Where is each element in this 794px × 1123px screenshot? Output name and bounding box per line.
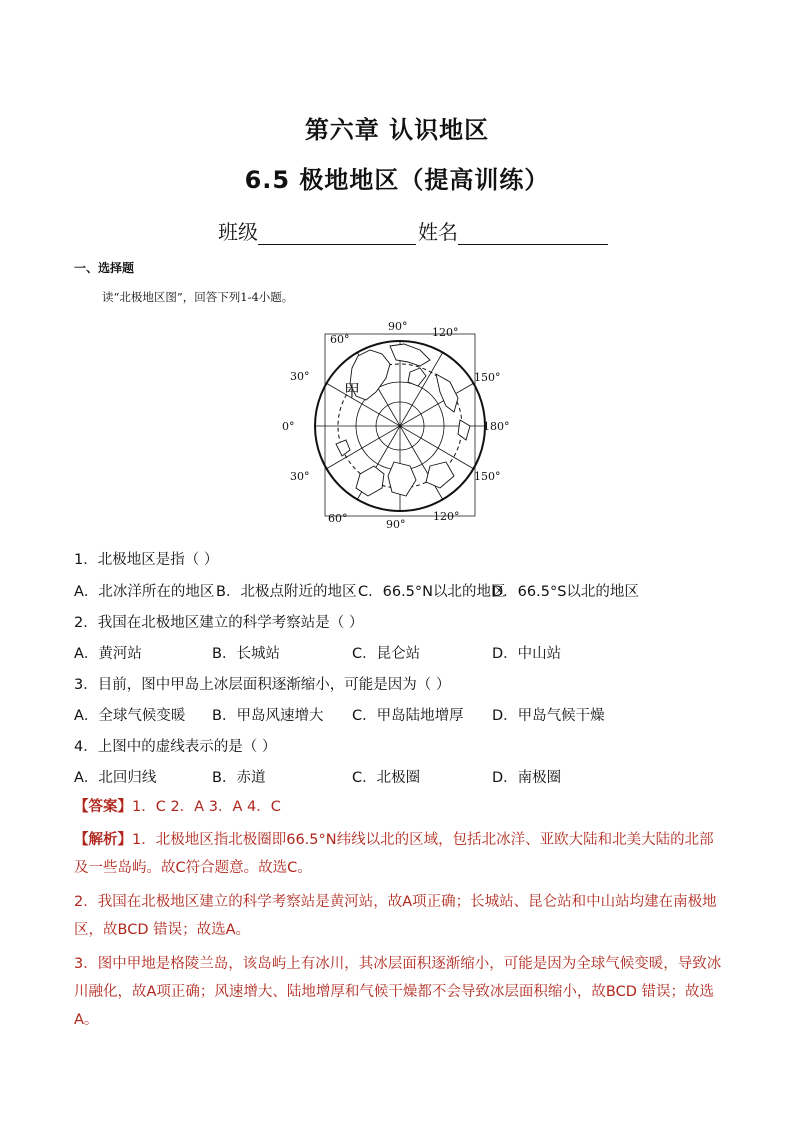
question-2-stem: 2．我国在北极地区建立的科学考察站是（ ） bbox=[74, 615, 364, 631]
option-4b[interactable]: B．赤道 bbox=[212, 770, 266, 786]
analysis-tag: 【解析】 bbox=[74, 832, 132, 848]
option-1a[interactable]: A．北冰洋所在的地区 bbox=[74, 584, 215, 600]
analysis-paragraph-2: 2．我国在北极地区建立的科学考察站是黄河站，故A项正确；长城站、昆仑站和中山站均建在南极地区，故BCD 错误；故选A。 bbox=[74, 894, 717, 938]
label-jia-island: 甲 bbox=[344, 381, 361, 400]
class-name-line bbox=[218, 216, 608, 245]
option-2c[interactable]: C．昆仑站 bbox=[352, 646, 421, 662]
analysis-paragraph-1 bbox=[74, 826, 724, 882]
option-3b[interactable]: B．甲岛风速增大 bbox=[212, 708, 324, 724]
question-1-options bbox=[74, 580, 724, 600]
label-150-lower: 150° bbox=[474, 470, 501, 483]
option-1d[interactable]: D．66.5°S以北的地区 bbox=[492, 584, 639, 600]
arctic-map bbox=[270, 316, 530, 528]
name-label: 姓名 bbox=[418, 220, 458, 244]
label-60-bottom: 60° bbox=[328, 512, 348, 525]
option-2a[interactable]: A．黄河站 bbox=[74, 646, 142, 662]
label-180: 180° bbox=[483, 420, 510, 433]
question-2-options bbox=[74, 642, 724, 662]
answer-text: 1．C 2．A 3．A 4．C bbox=[132, 799, 281, 815]
label-120-top: 120° bbox=[432, 326, 459, 339]
label-30-lower: 30° bbox=[290, 470, 310, 483]
question-1-stem: 1．北极地区是指（ ） bbox=[74, 552, 219, 568]
option-3a[interactable]: A．全球气候变暖 bbox=[74, 708, 186, 724]
option-2d[interactable]: D．中山站 bbox=[492, 646, 562, 662]
question-4-options bbox=[74, 766, 724, 786]
option-4d[interactable]: D．南极圈 bbox=[492, 770, 562, 786]
name-blank[interactable] bbox=[458, 222, 608, 245]
analysis-p1: 1．北极地区指北极圈即66.5°N纬线以北的区域，包括北冰洋、亚欧大陆和北美大陆的北部及一些岛屿。故C符合题意。故选C。 bbox=[74, 832, 714, 876]
answer-line bbox=[74, 793, 724, 821]
label-60-top: 60° bbox=[330, 333, 350, 346]
question-4-stem: 4．上图中的虚线表示的是（ ） bbox=[74, 739, 277, 755]
class-label: 班级 bbox=[218, 220, 258, 244]
option-4c[interactable]: C．北极圈 bbox=[352, 770, 421, 786]
chapter-title: 第六章 认识地区 bbox=[304, 116, 490, 144]
question-3-options bbox=[74, 704, 724, 724]
class-blank[interactable] bbox=[258, 222, 416, 245]
option-1b[interactable]: B．北极点附近的地区 bbox=[216, 584, 357, 600]
section-title: 一、选择题 bbox=[74, 261, 135, 275]
label-120-bottom: 120° bbox=[433, 510, 460, 523]
option-1c[interactable]: C．66.5°N以北的地区 bbox=[358, 584, 506, 600]
answer-tag: 【答案】 bbox=[74, 799, 132, 815]
option-3c[interactable]: C．甲岛陆地增厚 bbox=[352, 708, 464, 724]
option-3d[interactable]: D．甲岛气候干燥 bbox=[492, 708, 605, 724]
label-90-bottom: 90° bbox=[386, 518, 406, 528]
option-2b[interactable]: B．长城站 bbox=[212, 646, 280, 662]
label-150-upper: 150° bbox=[474, 371, 501, 384]
option-4a[interactable]: A．北回归线 bbox=[74, 770, 157, 786]
question-3-stem: 3．目前，图中甲岛上冰层面积逐渐缩小，可能是因为（ ） bbox=[74, 677, 451, 693]
intro-text: 读“北极地区图”，回答下列1-4小题。 bbox=[102, 290, 294, 304]
analysis-paragraph-3: 3．图中甲地是格陵兰岛，该岛屿上有冰川，其冰层面积逐渐缩小，可能是因为全球气候变暖，导致冰川融化，故A项正确；风速增大、陆地增厚和气候干燥都不会导致冰层面积缩小，故BCD 错误；故选A。 bbox=[74, 956, 722, 1028]
label-30-upper: 30° bbox=[290, 370, 310, 383]
label-90-top: 90° bbox=[388, 320, 408, 333]
label-0: 0° bbox=[282, 420, 295, 433]
lesson-title: 6.5 极地地区（提高训练） bbox=[244, 166, 550, 194]
